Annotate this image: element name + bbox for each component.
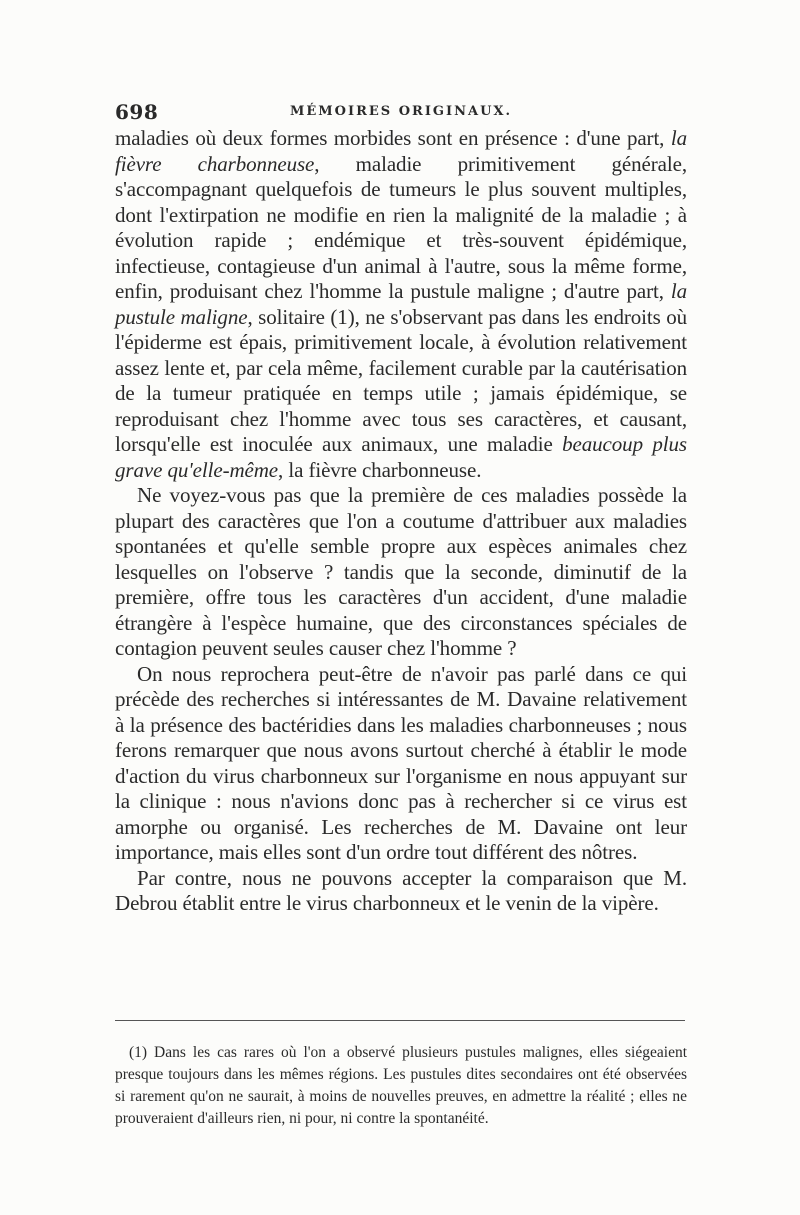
text-run: , maladie primitivement générale, s'accompagnant quelquefois de tumeurs le plus souvent multiples, dont l'extirpation ne modifie en rien la malignité de la maladie ; à évolution rapide ; endémique et très-souvent épidémique, infectieuse, contagieuse d'un animal à l'autre, sous la même forme, enfin, produisant chez l'homme la pustule maligne ; d'autre part, (115, 151, 687, 303)
text-run: On nous reprochera peut-être de n'avoir pas parlé dans ce qui précède des recherches si intéressantes de M. Davaine relativement à la présence des bactéridies dans les maladies charbonneuses ; nous ferons remarquer que nous avons surtout cherché à établir le mode d'action du virus charbonneux sur l'organisme en nous appuyant sur la clinique : nous n'avions donc pas à rechercher si ce virus est amorphe ou organisé. Les recherches de M. Davaine ont leur importance, mais elles sont d'un ordre tout différent des nôtres. (115, 661, 687, 864)
text-run: maladies où deux formes morbides sont en présence : d'une part, (115, 126, 671, 150)
text-run: Ne voyez-vous pas que la première de ces maladies possède la plupart des caractères que l'on a coutume d'attribuer aux maladies spontanées et qu'elle semble propre aux espèces animales chez lesquelles on l'observe ? tandis que la seconde, diminutif de la première, offre tous les caractères d'un accident, d'une maladie étrangère à l'espèce humaine, que des circonstances spéciales de contagion peuvent seules causer chez l'homme ? (115, 483, 687, 660)
running-title: MÉMOIRES ORIGINAUX. (289, 104, 513, 119)
footnote-divider (115, 1020, 685, 1021)
paragraph (115, 483, 687, 662)
text-run: Par contre, nous ne pouvons accepter la comparaison que M. Debrou établit entre le virus charbonneux et le venin de la vipère. (115, 865, 687, 915)
italic-run: la fièvre charbonneuse (115, 126, 687, 176)
footnote-text: (1) Dans les cas rares où l'on a observé plusieurs pustules malignes, elles siégeaient presque toujours dans les mêmes régions. Les pustules dites secondaires ont été observées si rarement qu'on ne saurait, à moins de nouvelles preuves, en admettre la réalité ; elles ne prouveraient d'ailleurs rien, ni pour, ni contre la spontanéité. (115, 1044, 687, 1127)
text-run: , la fièvre charbonneuse. (278, 457, 482, 482)
page-number: 698 (115, 100, 159, 124)
italic-run: beaucoup plus grave qu'elle-même (115, 432, 687, 482)
paragraph (115, 126, 687, 483)
footnote (115, 1042, 687, 1130)
paragraph (115, 866, 687, 917)
page-header (115, 100, 687, 124)
body-text (115, 126, 687, 917)
italic-run: la pustule maligne (115, 279, 687, 329)
paragraph (115, 662, 687, 866)
text-run: , solitaire (1), ne s'observant pas dans les endroits où l'épiderme est épais, primitivement locale, à évolution relativement assez lente et, par cela même, facilement curable par la cautérisation de la tumeur pratiquée en temps utile ; jamais épidémique, se reproduisant chez l'homme avec tous ses caractères, et causant, lorsqu'elle est inoculée aux animaux, une maladie (115, 304, 687, 456)
